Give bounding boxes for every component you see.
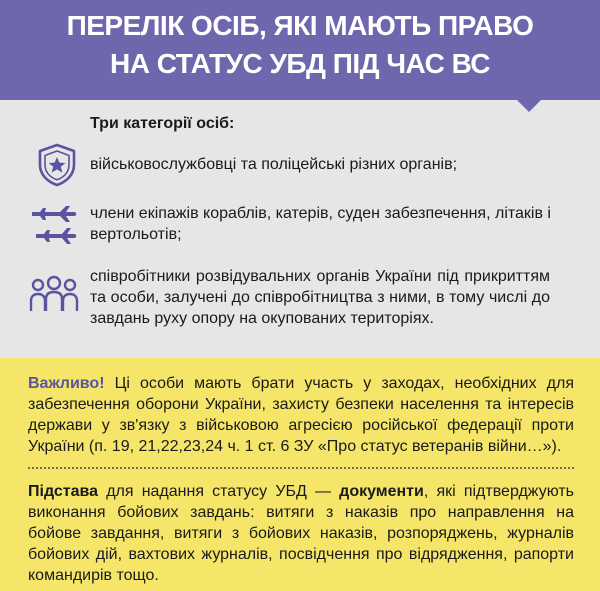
important-label: Важливо! (28, 375, 105, 392)
page-title (0, 7, 600, 83)
basis-paragraph (28, 481, 574, 586)
basis-text-2: , які підтверджують виконання бойових завдань: витяги з наказів про направлення на бойове завдання, витяги з бойових наказів, розпоряджень, журналів бойових дій, вахтових журналів, посвідчення про відрядження, рапорти командирів тощо. (28, 483, 574, 584)
category-item-3: співробітники розвідувальних органів України під прикриттям та особи, залучені до співробітництва з ними, в тому числі до завдань руху опору на окупованих територіях. (90, 268, 550, 327)
categories-title: Три категорії осіб: (90, 115, 235, 132)
basis-label: Підстава (28, 483, 99, 500)
aircraft-icon (30, 200, 80, 248)
important-paragraph (28, 373, 574, 457)
important-text: Ці особи мають брати участь у заходах, необхідних для забезпечення оборони України, захисту безпеки населення та інтересів держави у зв'язку з військовою агресією російської федерації проти України (п. 19, 21,22,23,24 ч. 1 ст. 6 ЗУ «Про статус ветеранів війни…»). (28, 375, 574, 455)
people-group-icon (28, 275, 80, 315)
basis-text-1: для надання статусу УБД — (98, 483, 340, 500)
header-pointer (515, 98, 543, 112)
header-banner (0, 0, 600, 100)
title-line-2: НА СТАТУС УБД ПІД ЧАС ВС (110, 48, 490, 79)
documents-label: документи (339, 483, 424, 500)
dotted-divider (28, 467, 574, 469)
police-shield-icon (36, 143, 78, 187)
category-item-2: члени екіпажів кораблів, катерів, суден забезпечення, літаків і вертольотів; (90, 205, 551, 243)
category-item-1: військовослужбовці та поліцейські різних органів; (90, 156, 458, 173)
title-line-1: ПЕРЕЛІК ОСІБ, ЯКІ МАЮТЬ ПРАВО (66, 10, 534, 41)
